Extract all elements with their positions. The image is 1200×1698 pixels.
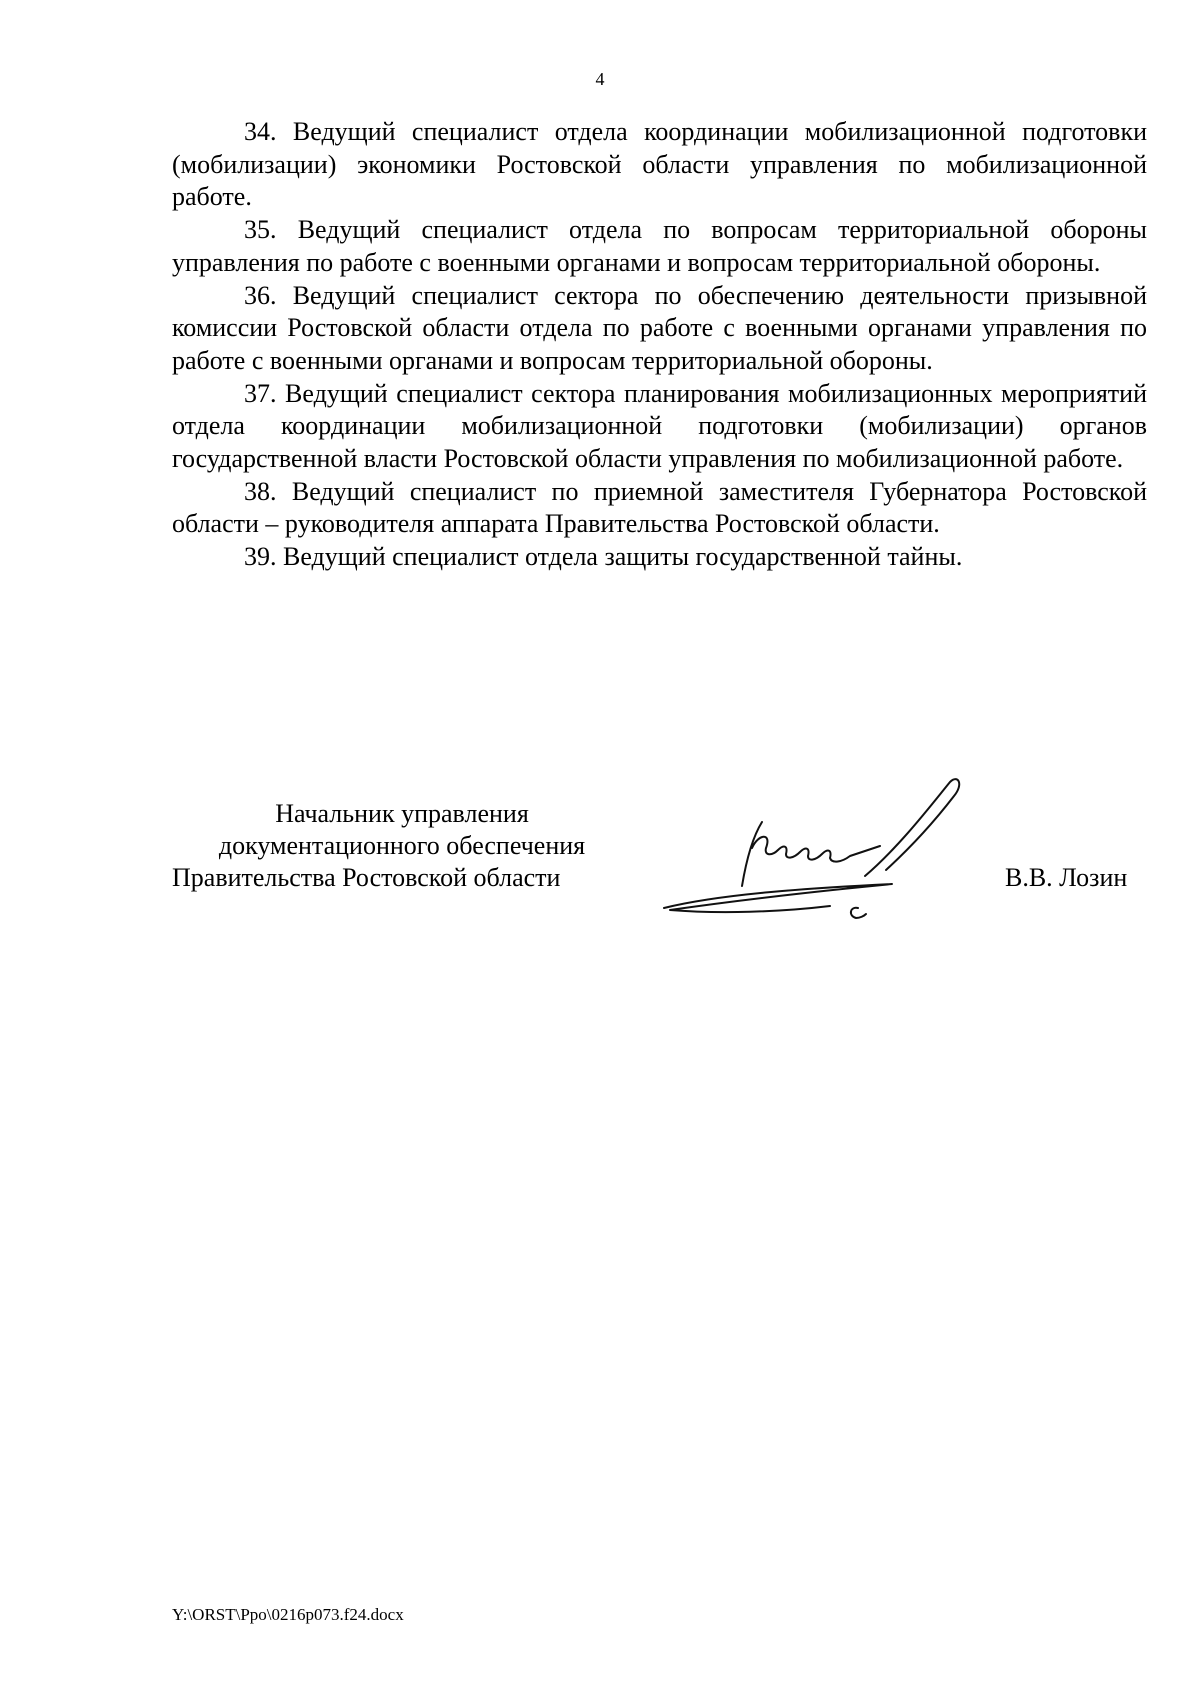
- handwritten-signature: [660, 776, 990, 926]
- position-line: Правительства Ростовской области: [172, 863, 561, 892]
- list-item: 35. Ведущий специалист отдела по вопросам территориальной обороны управления по работе с военными органами и вопросам территориальной обороны.: [172, 215, 1147, 277]
- list-item: 39. Ведущий специалист отдела защиты государственной тайны.: [244, 542, 963, 572]
- list-item: 34. Ведущий специалист отдела координации мобилизационной подготовки (мобилизации) экономики Ростовской области управления по мобилизационной работе.: [172, 117, 1147, 212]
- document-body: [172, 116, 1147, 574]
- position-line: документационного обеспечения: [218, 831, 586, 860]
- list-item: 37. Ведущий специалист сектора планирования мобилизационных мероприятий отдела координации мобилизационной подготовки (мобилизации) органов государственной власти Ростовской области управления по мобилизационной работе.: [172, 378, 1147, 474]
- list-item: 36. Ведущий специалист сектора по обеспечению деятельности призывной комиссии Ростовской области отдела по работе с военными органами управления по работе с военными органами и вопросам территориальной обороны.: [172, 280, 1147, 375]
- footer-file-path: Y:\ORST\Ppo\0216p073.f24.docx: [172, 1605, 404, 1624]
- signer-name: В.В. Лозин: [1005, 863, 1128, 892]
- signatory-position: [172, 798, 632, 894]
- position-line: Начальник управления: [275, 799, 529, 828]
- page-number: 4: [595, 69, 605, 89]
- list-item: 38. Ведущий специалист по приемной заместителя Губернатора Ростовской области – руководителя аппарата Правительства Ростовской области.: [172, 476, 1147, 539]
